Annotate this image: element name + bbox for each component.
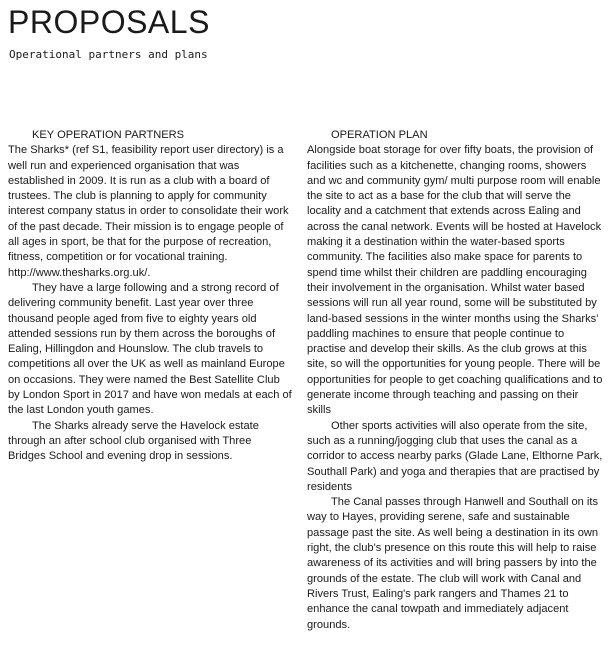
- section-heading: KEY OPERATION PARTNERS: [32, 129, 185, 141]
- paragraph: The Sharks already serve the Havelock estate through an after school club organised with Three Bridges School and evening drop in sessions.: [8, 419, 259, 463]
- paragraph: Other sports activities will also operate from the site, such as a running/jogging club that uses the canal as a corridor to access nearby parks (Glade Lane, Elthorne Park, Southall Park) and yoga and therapies that are practised by residents: [307, 419, 603, 493]
- key-operation-partners-section: [8, 128, 292, 465]
- operation-plan-section: [307, 128, 605, 633]
- page-subtitle: Operational partners and plans: [9, 48, 208, 61]
- paragraph: Alongside boat storage for over fifty boats, the provision of facilities such as a kitchenette, changing rooms, showers and wc and community gym/ multi purpose room will enable the site to act as a base for the club that will serve the locality and a catchment that extends across Ealing and across the canal network. Events will be hosted at Havelock making it a destination within the water-based sports community. The facilities also make space for parents to spend time whilst their children are paddling encouraging their involvement in the organisation. Whilst water based sessions will run all year round, some will be substituted by land-based sessions in the winter months using the Sharks' paddling machines to ensure that people continue to practise and develop their skills. As the club grows at this site, so will the opportunities for young people. There will be opportunities for people to get coaching qualifications and to generate income through teaching and passing on their skills: [307, 144, 603, 417]
- section-heading: OPERATION PLAN: [331, 129, 428, 141]
- paragraph: The Canal passes through Hanwell and Southall on its way to Hayes, providing serene, safe and sustainable passage past the site. As well being a destination in its own right, the club's presence on this route this will help to raise awareness of its activities and will bring passers by into the grounds of the estate. The club will work with Canal and Rivers Trust, Ealing's park rangers and Thames 21 to enhance the canal towpath and immediately adjacent grounds.: [307, 496, 599, 631]
- paragraph: They have a large following and a strong record of delivering community benefit. Last year over three thousand people aged from five to eighty years old attended sessions run by them across the boroughs of Ealing, Hillingdon and Hounslow. The club travels to competitions all over the UK as well as mainland Europe on occasions. They were named the Best Satellite Club by London Sport in 2017 and have won medals at each of the last London youth games.: [8, 281, 292, 417]
- paragraph: The Sharks* (ref S1, feasibility report user directory) is a well run and experienced organisation that was established in 2009. It is run as a club with a board of trustees. The club is planning to apply for community interest company status in order to consolidate their work of the past decade. Their mission is to engage people of all ages in sport, be that for the purpose of recreation, fitness, competition or for vocational training. http://www.thesharks.org.uk/.: [8, 144, 289, 279]
- page-title: PROPOSALS: [8, 4, 210, 40]
